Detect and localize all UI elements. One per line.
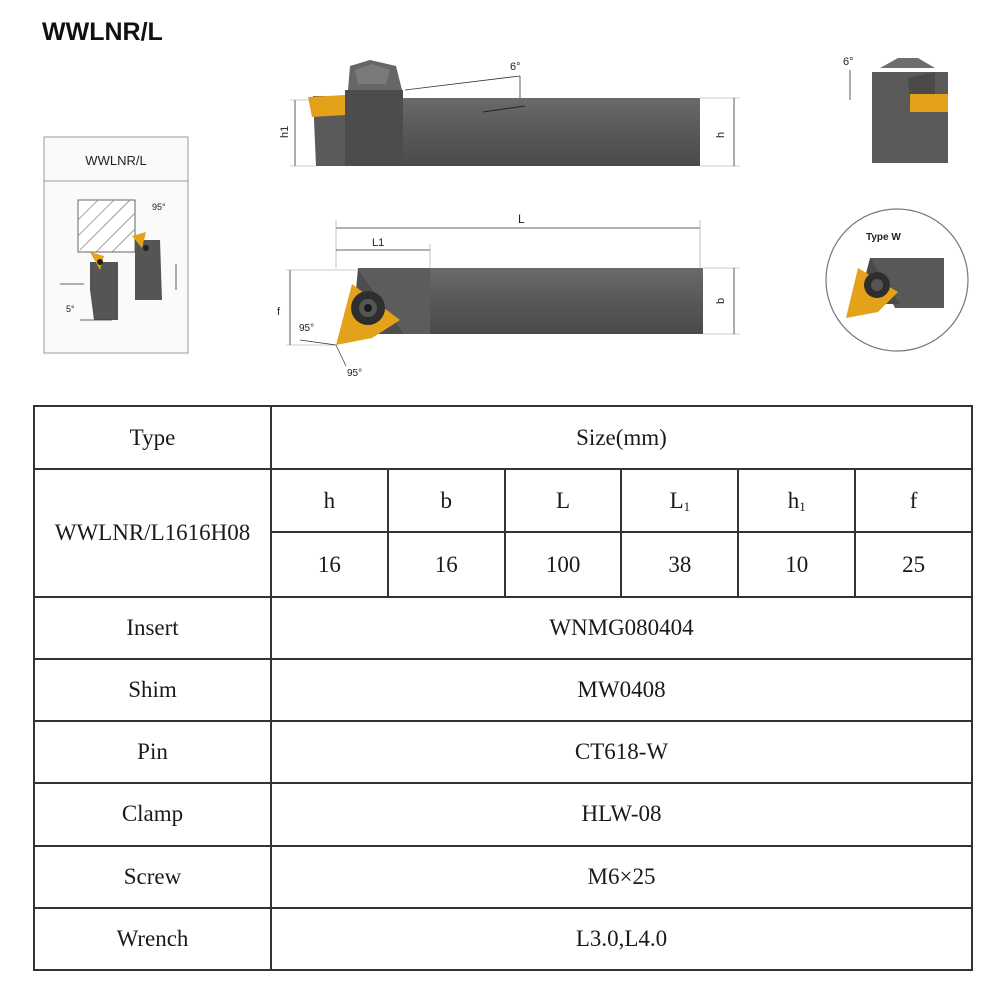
row-label-insert: Insert — [34, 597, 271, 659]
row-label-shim: Shim — [34, 659, 271, 721]
model-cell: WWLNR/L1616H08 — [34, 469, 271, 596]
row-value-shim: MW0408 — [271, 659, 972, 721]
inset-panel — [44, 137, 188, 353]
spec-table — [33, 405, 973, 971]
type-w-detail — [826, 209, 968, 351]
inset-angle-bottom: 5° — [66, 304, 75, 314]
row-label-pin: Pin — [34, 721, 271, 783]
dim-value-h: 16 — [271, 532, 388, 596]
top-L: L — [518, 212, 525, 226]
dim-header-L1: $L_1$ — [621, 469, 738, 532]
side-view — [279, 60, 740, 166]
side-insert — [308, 95, 345, 117]
dim-value-b: 16 — [388, 532, 505, 596]
dim-header-L: L — [505, 469, 622, 532]
row-label-screw: Screw — [34, 846, 271, 908]
row-value-insert: WNMG080404 — [271, 597, 972, 659]
end-angle: 6° — [843, 56, 854, 68]
row-value-pin: CT618-W — [271, 721, 972, 783]
dim-header-f: f — [855, 469, 972, 532]
inset-angle-top: 95° — [152, 202, 166, 212]
top-view — [277, 212, 740, 379]
inset-tool-left — [90, 262, 118, 320]
dim-value-f: 25 — [855, 532, 972, 596]
dim-value-L1: 38 — [621, 532, 738, 596]
top-L1: L1 — [372, 237, 385, 249]
end-insert — [910, 94, 948, 112]
top-f: f — [277, 306, 281, 318]
side-h1: h1 — [279, 125, 291, 138]
size-header: Size(mm) — [271, 406, 972, 469]
dim-header-b: b — [388, 469, 505, 532]
page-title: WWLNR/L — [42, 18, 163, 46]
top-angle-left: 95° — [299, 323, 315, 334]
dim-value-L: 100 — [505, 532, 622, 596]
row-label-clamp: Clamp — [34, 783, 271, 845]
top-angle-bottom: 95° — [347, 368, 363, 379]
side-h: h — [715, 131, 727, 138]
type-header: Type — [34, 406, 271, 469]
dim-header-h1: $h_1$ — [738, 469, 855, 532]
dim-header-h: h — [271, 469, 388, 532]
dim-value-h1: 10 — [738, 532, 855, 596]
top-b: b — [715, 297, 727, 304]
type-w-label: Type W — [866, 232, 901, 243]
inset-title: WWLNR/L — [85, 153, 147, 168]
end-view — [843, 56, 948, 163]
tool-diagram — [0, 0, 1000, 400]
row-value-wrench: L3.0,L4.0 — [271, 908, 972, 970]
row-value-screw: M6×25 — [271, 846, 972, 908]
row-label-wrench: Wrench — [34, 908, 271, 970]
side-angle: 6° — [510, 61, 521, 73]
row-value-clamp: HLW-08 — [271, 783, 972, 845]
